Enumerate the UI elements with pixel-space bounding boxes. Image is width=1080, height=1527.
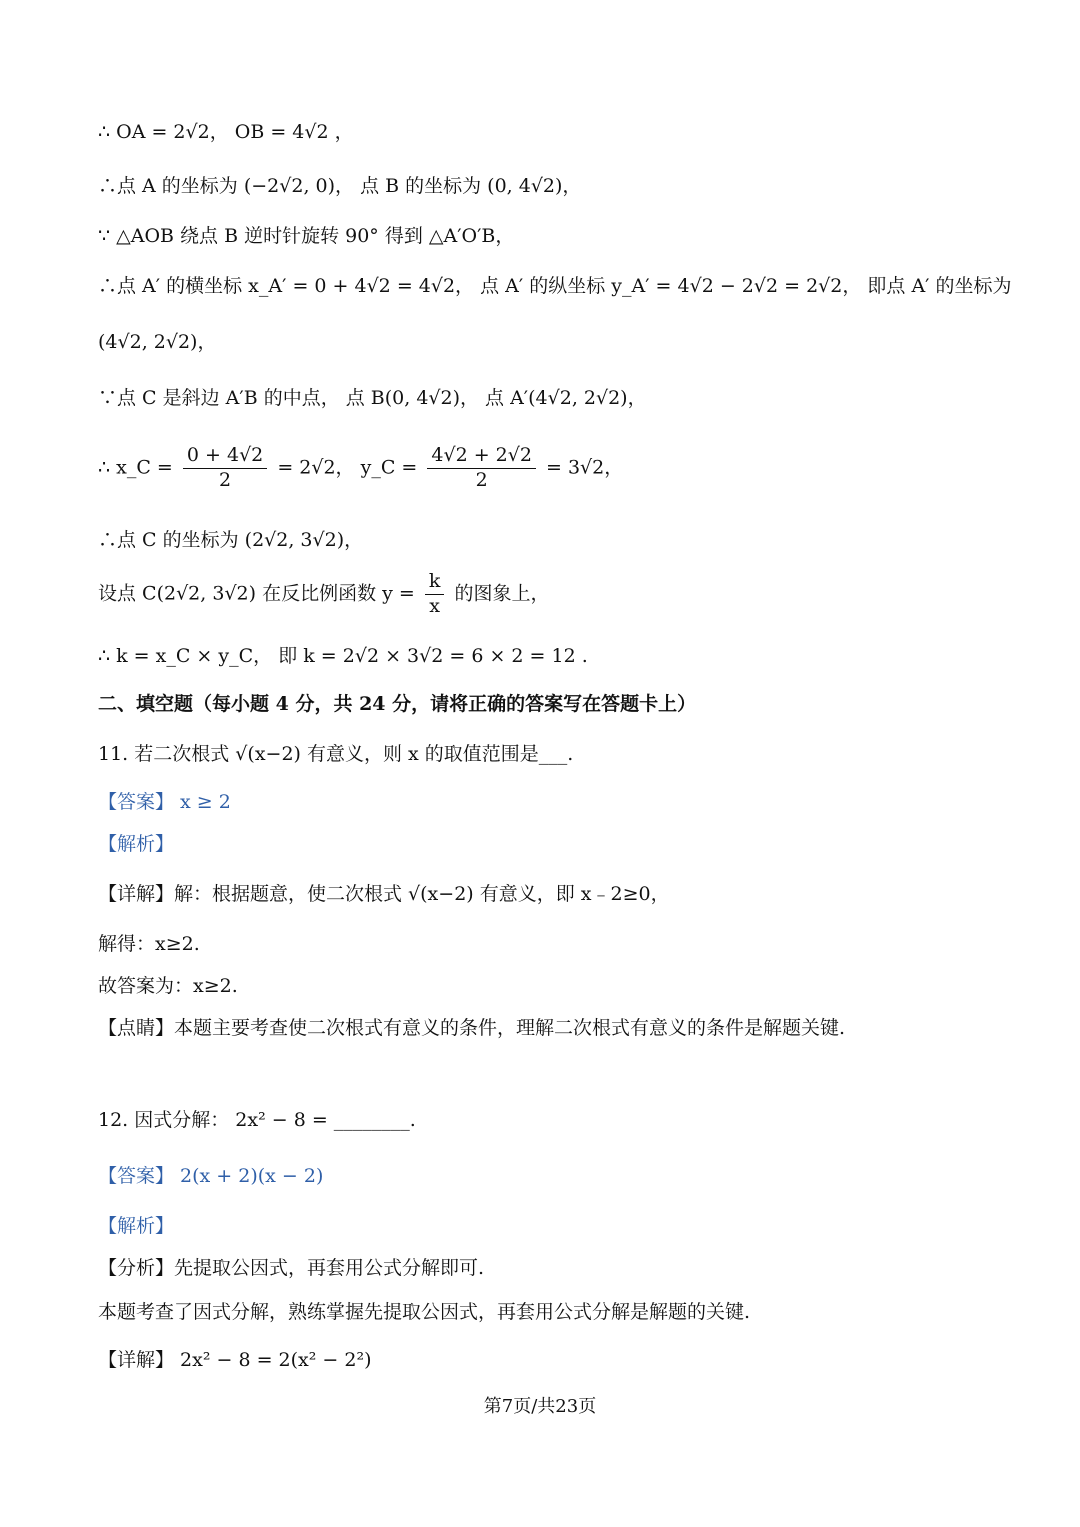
text-line: ∵ △AOB 绕点 B 逆时针旋转 90° 得到 △A′O′B， (98, 225, 515, 247)
frac-suffix: = 3√2， (546, 456, 624, 479)
fraction (427, 444, 536, 493)
frac-suffix: 的图象上， (454, 582, 550, 605)
text-line: 故答案为：x≥2. (98, 975, 238, 997)
fraction-line-xc (98, 444, 623, 493)
answer-label: 【答案】 2(x + 2)(x − 2) (98, 1165, 324, 1187)
page-footer: 第7页/共23页 (483, 1396, 597, 1417)
text-line: 【详解】解：根据题意，使二次根式 √(x−2) 有意义，即 x﹣2≥0， (98, 883, 670, 905)
text-line: ∴点 C 的坐标为 (2√2, 3√2)， (98, 529, 364, 551)
frac-prefix: ∴ x_C = (98, 456, 173, 479)
question-11: 11. 若二次根式 √(x−2) 有意义，则 x 的取值范围是___. (98, 743, 574, 765)
answer-label (98, 788, 231, 816)
frac-prefix: 设点 C(2√2, 3√2) 在反比例函数 y = (98, 582, 415, 605)
fraction (425, 570, 445, 619)
text-line: 【详解】 2x² − 8 = 2(x² − 2²) (98, 1349, 372, 1371)
text-line: ∴点 A 的坐标为 (−2√2, 0)， 点 B 的坐标为 (0, 4√2)， (98, 175, 582, 197)
numerator: k (425, 570, 445, 595)
text-line: 【分析】先提取公因式，再套用公式分解即可. (98, 1257, 485, 1279)
numerator: 4√2 + 2√2 (427, 444, 536, 469)
text-line: ∴点 A′ 的横坐标 x_A′ = 0 + 4√2 = 4√2， 点 A′ 的纵坐标 y_A′ = 4√2 − 2√2 = 2√2， 即点 A′ 的坐标为 (98, 275, 1012, 297)
text-line: ∴ OA = 2√2， OB = 4√2 ， (98, 121, 354, 143)
text-line: 解得：x≥2. (98, 933, 200, 955)
text-line: ∵点 C 是斜边 A′B 的中点， 点 B(0, 4√2)， 点 A′(4√2, 2√2)， (98, 387, 647, 409)
fraction-line-k (98, 570, 549, 619)
frac-mid: = 2√2， y_C = (277, 456, 418, 479)
text-line: ∴ k = x_C × y_C， 即 k = 2√2 × 3√2 = 6 × 2 = 12 . (98, 645, 588, 667)
denominator: 2 (475, 468, 488, 491)
analysis-label: 【解析】 (98, 833, 175, 855)
denominator: 2 (219, 468, 232, 491)
question-12: 12. 因式分解： 2x² − 8 = ________. (98, 1109, 416, 1131)
text-line: 【点睛】本题主要考查使二次根式有意义的条件，理解二次根式有意义的条件是解题关键. (98, 1017, 846, 1039)
analysis-label: 【解析】 (98, 1215, 175, 1237)
text-line: 本题考查了因式分解，熟练掌握先提取公因式，再套用公式分解是解题的关键. (98, 1301, 751, 1323)
numerator: 0 + 4√2 (183, 444, 267, 469)
text-line: (4√2, 2√2)， (98, 331, 217, 353)
answer-text: 【答案】 x ≥ 2 (98, 791, 231, 813)
denominator: x (429, 594, 440, 617)
section-heading: 二、填空题（每小题 4 分，共 24 分，请将正确的答案写在答题卡上） (98, 693, 697, 715)
fraction (183, 444, 267, 493)
